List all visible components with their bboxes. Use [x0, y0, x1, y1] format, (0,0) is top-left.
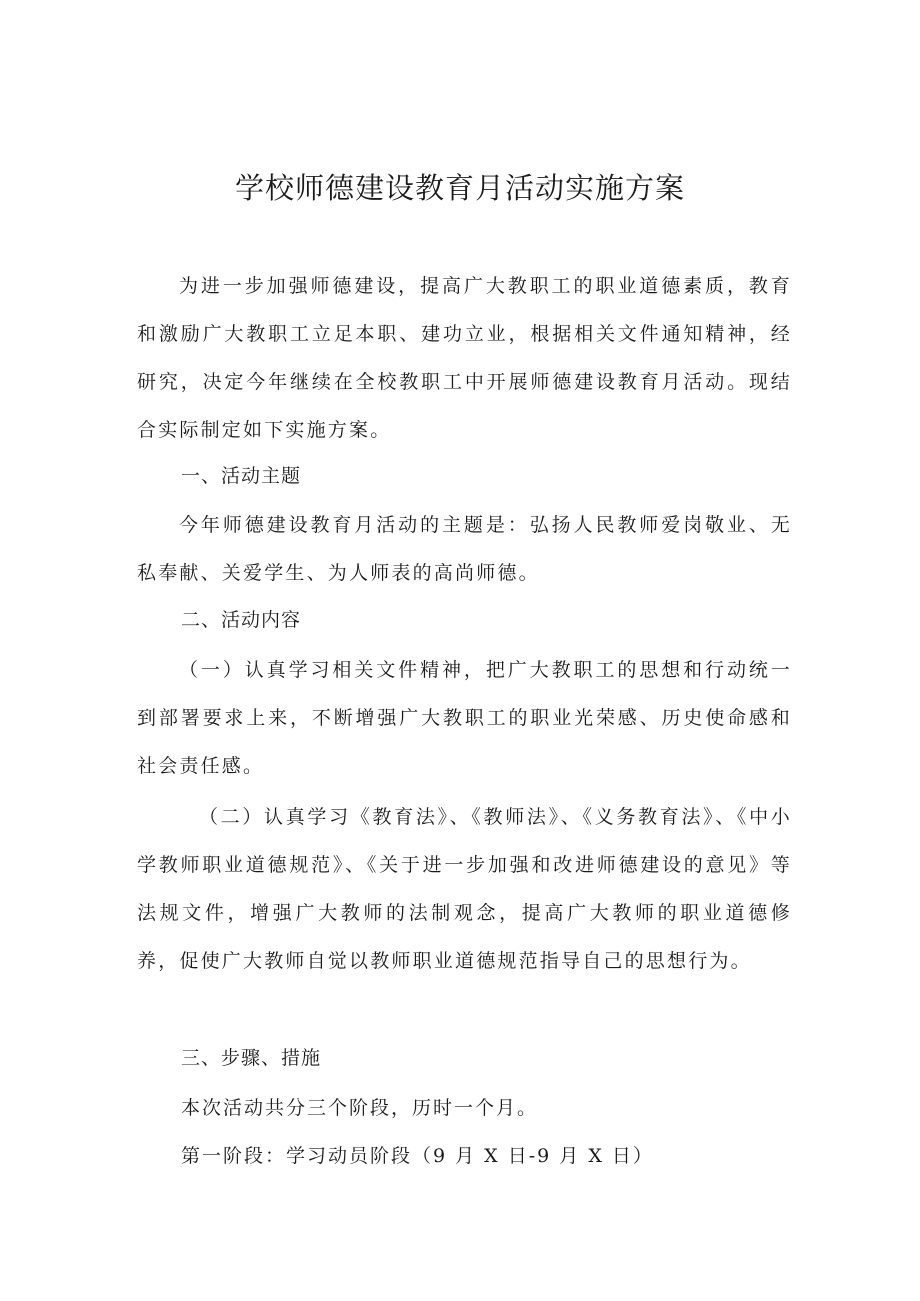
intro-paragraph: 为进一步加强师德建设，提高广大教职工的职业道德素质，教育和激励广大教职工立足本职、建功立业，根据相关文件通知精神，经研究，决定今年继续在全校教职工中开展师德建设教育月活动。现结合实际制定如下实施方案。 [137, 275, 792, 441]
section-heading-theme: 一、活动主题 [181, 465, 302, 487]
steps-summary: 本次活动共分三个阶段，历时一个月。 [181, 1097, 539, 1119]
content-item-2: （二）认真学习《教育法》、《教师法》、《义务教育法》、《中小学教师职业道德规范》、《关于进一步加强和改进师德建设的意见》等法规文件，增强广大教师的法制观念，提高广大教师的职业道德修养，促使广大教师自觉以教师职业道德规范指导自己的思想行为。 [137, 806, 792, 972]
stage-1-line: 第一阶段：学习动员阶段（9 月 X 日-9 月 X 日） [181, 1145, 654, 1167]
content-item-1: （一）认真学习相关文件精神，把广大教职工的思想和行动统一到部署要求上来，不断增强广大教职工的职业光荣感、历史使命感和社会责任感。 [137, 659, 792, 777]
section-heading-steps: 三、步骤、措施 [181, 1047, 322, 1069]
theme-paragraph: 今年师德建设教育月活动的主题是：弘扬人民教师爱岗敬业、无私奉献、关爱学生、为人师表的高尚师德。 [137, 514, 792, 584]
document-title: 学校师德建设教育月活动实施方案 [234, 171, 685, 205]
section-heading-content: 二、活动内容 [181, 609, 302, 631]
